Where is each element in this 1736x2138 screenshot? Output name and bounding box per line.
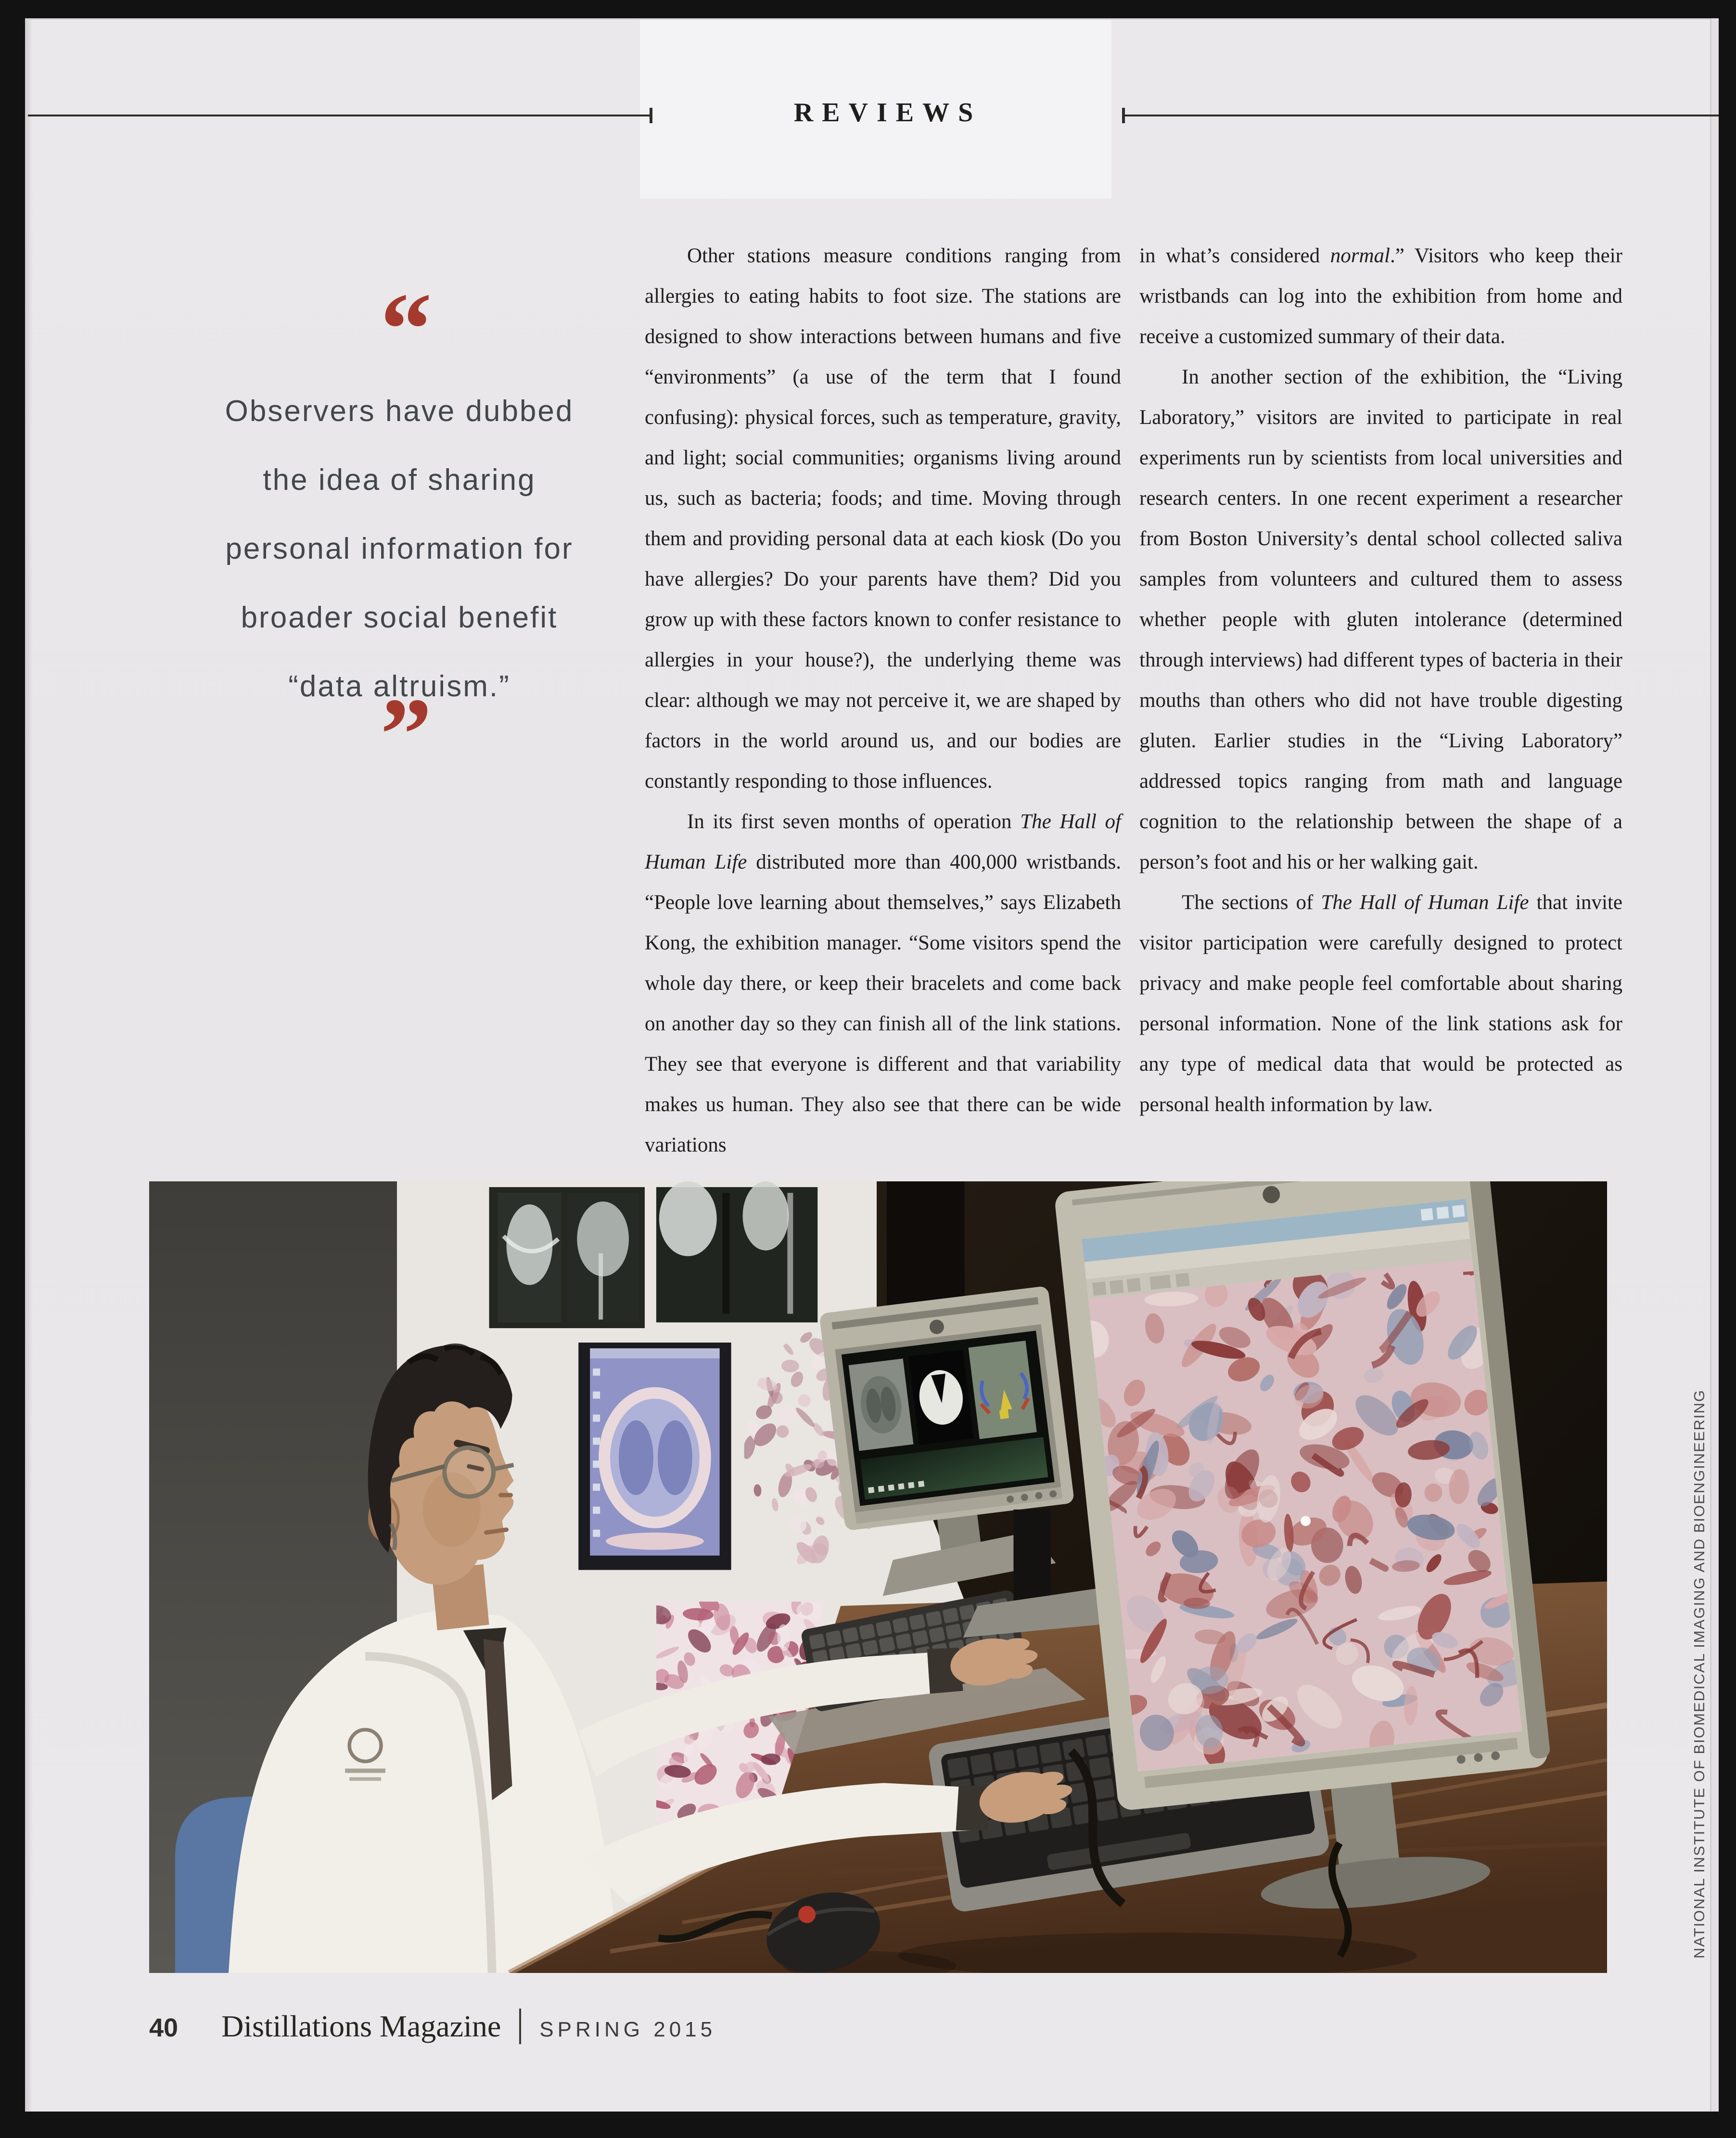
page-number: 40 <box>149 2013 179 2042</box>
magazine-name: Distillations Magazine <box>221 2009 501 2043</box>
open-quote-mark: “ <box>380 271 432 386</box>
header-rule-right <box>1122 115 1719 116</box>
ct-scan-print <box>578 1343 731 1570</box>
mouth <box>486 1530 507 1533</box>
header-rule-right-cap <box>1122 108 1125 123</box>
footer <box>149 2009 716 2044</box>
header-rule-left <box>28 115 651 116</box>
article-column <box>1139 236 1622 1165</box>
photo-researcher-workstation <box>149 1181 1607 1973</box>
page-top-edge <box>25 18 1719 20</box>
paragraph: in what’s considered normal.” Visitors who keep their wristbands can log into the exhibition from home and receive a customized summary of their data. <box>1139 244 1622 348</box>
glasses-lens <box>445 1447 494 1497</box>
close-quote-mark: ” <box>380 677 432 792</box>
page-left-edge <box>25 18 33 2112</box>
section-title: REVIEWS <box>793 98 982 128</box>
paragraph: In another section of the exhibition, the “Living Laboratory,” visitors are invited to participate in real experiments run by scientists from local universities and research centers. In one recent experiment a researcher from Boston University’s dental school collected saliva samples from volunteers and cultured them to assess whether people with gluten intolerance (determined through interviews) had different types of bacteria in their mouths than others who did not have trouble digesting gluten. Earlier studies in the “Living Laboratory” addressed topics ranging from math and language cognition to the relationship between the shape of a person’s foot and his or her walking gait. <box>1139 366 1622 873</box>
page-crease-shade <box>1711 18 1719 2112</box>
article-body <box>645 236 1622 1165</box>
paragraph: Other stations measure conditions ranging from allergies to eating habits to foot size. The stations are designed to show interactions between humans and five “environments” (a use of the term that I found confusing): physical forces, such as temperature, gravity, and light; social communities; organisms living around us, such as bacteria; foods; and time. Moving through them and providing personal data at each kiosk (Do you have allergies? Do your parents have them? Did you grow up with these factors known to confer resistance to allergies in your house?), the underlying theme was clear: although we may not perceive it, we are shaped by factors in the world around us, and our bodies are constantly responding to those influences. <box>645 244 1121 793</box>
photo-credit: NATIONAL INSTITUTE OF BIOMEDICAL IMAGING AND BIOENGINEERING <box>1691 1389 1708 1959</box>
monitor-arm-pole <box>1013 1510 1051 1607</box>
paragraph: In its first seven months of operation The Hall of Human Life distributed more than 400,000 wristbands. “People love learning about themselves,” says Elizabeth Kong, the exhibition manager. “Some visitors spend the whole day there, or keep their bracelets and come back on another day so they can finish all of the link stations. They see that everyone is different and that variability makes us human. They also see that there can be wide variations <box>645 810 1122 1156</box>
paragraph: The sections of The Hall of Human Life that invite visitor participation were carefully designed to protect privacy and make people feel comfortable about sharing personal information. None of the link stations ask for any type of medical data that would be protected as personal health information by law. <box>1139 891 1622 1116</box>
magazine-page <box>25 18 1719 2112</box>
article-column <box>645 236 1121 1165</box>
photo-illustration <box>149 1181 1607 1973</box>
header-rule-left-cap <box>650 108 652 123</box>
footer-divider <box>519 2009 521 2044</box>
monitor-left-screen-content <box>848 1340 1048 1500</box>
pull-quote-text: Observers have dubbed the idea of sharing personal information for broader social benefit “data altruism.” <box>225 395 574 703</box>
issue-label: SPRING 2015 <box>539 2018 716 2041</box>
